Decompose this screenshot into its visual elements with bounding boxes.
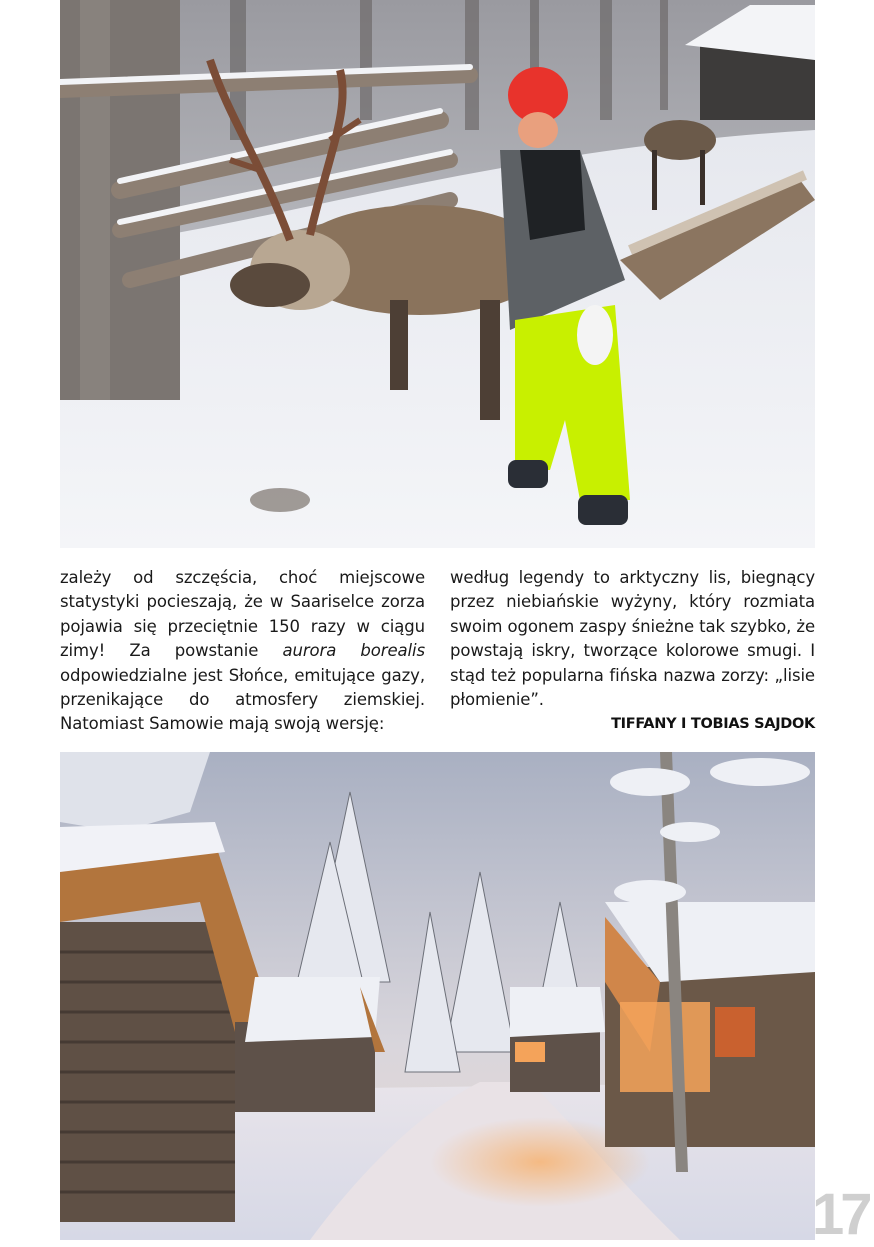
article-text-left-part1: zależy od szczęścia, choć miejscowe statystyki pocieszają, że w Saariselce zorza pojawia się przeciętnie 150 razy w ciągu zimy! Za powstanie — [60, 568, 425, 661]
article-column-left — [60, 566, 425, 737]
article-paragraph-left — [60, 566, 425, 737]
page-number: 17 — [812, 1182, 869, 1247]
cabins-photo — [60, 752, 815, 1240]
reindeer-photo — [60, 0, 815, 548]
author-byline: TIFFANY I TOBIAS SAJDOK — [611, 716, 815, 732]
article-column-right — [450, 566, 815, 712]
aurora-borealis-term: aurora borealis — [282, 641, 426, 661]
cabins-photo-illustration — [60, 752, 815, 1240]
article-paragraph-right: według legendy to arktyczny lis, biegnący przez niebiańskie wyżyny, który rozmiata swoim ogonem zaspy śnieżne tak szybko, że powstają iskry, tworzące kolorowe smugi. I stąd też popularna fińska nazwa zorzy: „lisie płomienie”. — [450, 568, 815, 710]
article-text-left-part2: odpowiedzialne jest Słońce, emitujące gazy, przenikające do atmosfery ziemskiej. Natomiast Samowie mają swoją wersję: — [60, 665, 425, 734]
reindeer-photo-illustration — [60, 0, 815, 548]
